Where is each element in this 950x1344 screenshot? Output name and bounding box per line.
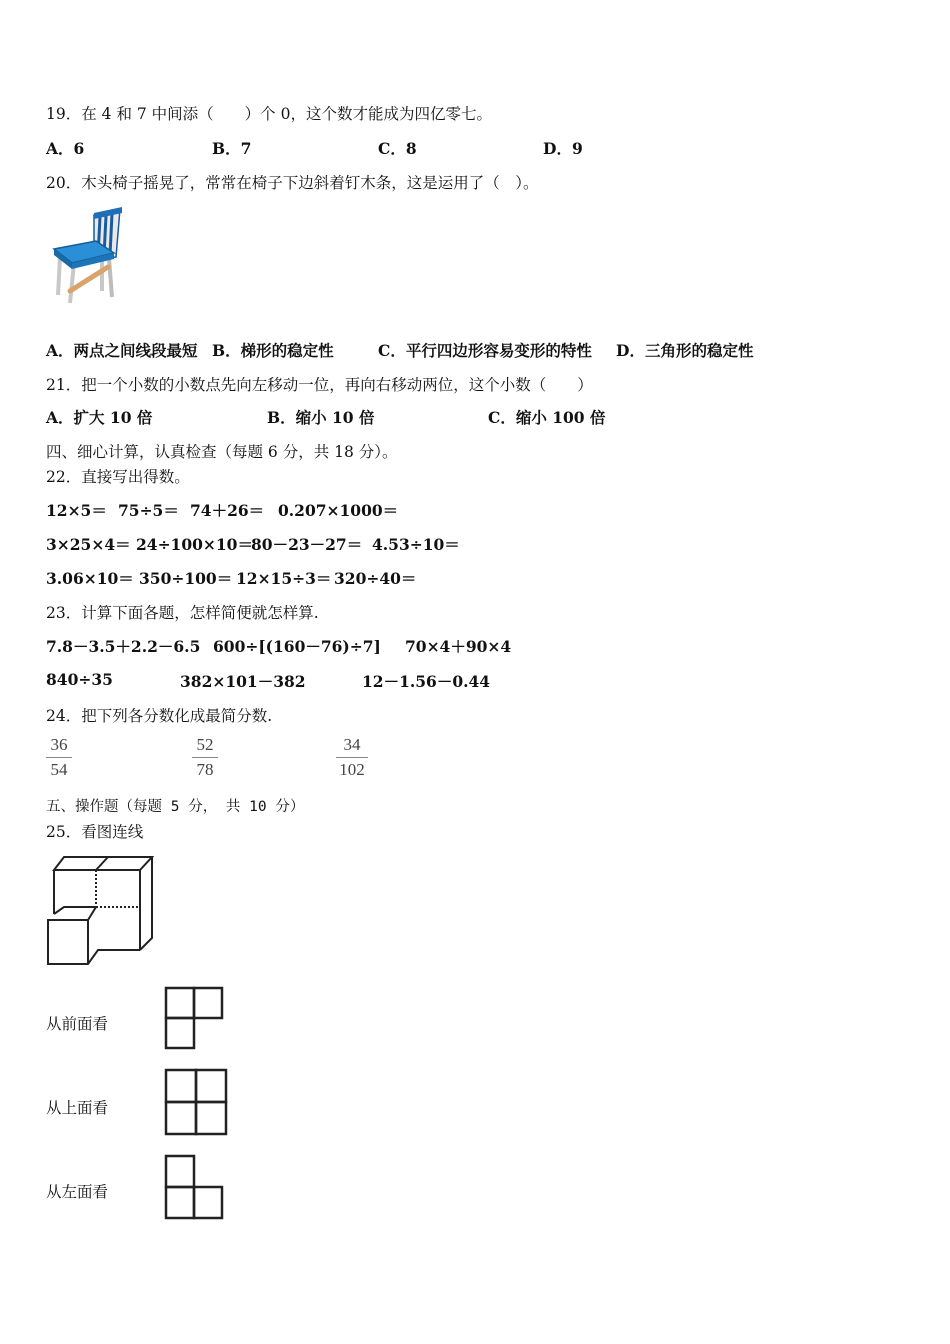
q23-item: 7.8－3.5＋2.2－6.5 <box>46 637 201 656</box>
q22-item: 12×15÷3＝ <box>236 569 332 588</box>
fraction-2-numerator: 52 <box>192 735 218 758</box>
q19-option-b: B．7 <box>212 139 252 158</box>
q22-item: 0.207×1000＝ <box>278 501 399 520</box>
q23-item: 840÷35 <box>46 670 113 689</box>
top-view-grid <box>164 1068 228 1136</box>
q19-option-a: A．6 <box>46 139 85 158</box>
q22-item: 3×25×4＝ <box>46 535 131 554</box>
section5-heading: 五、操作题（每题 5 分， 共 10 分） <box>46 799 305 815</box>
q24-stem: 24．把下列各分数化成最简分数. <box>46 707 273 725</box>
cube-solid-figure <box>46 852 156 968</box>
q22-item: 24÷100×10＝ <box>136 535 253 554</box>
q20-option-c: C．平行四边形容易变形的特性 <box>378 341 592 360</box>
q22-item: 74＋26＝ <box>190 501 265 520</box>
chair-image <box>50 205 125 305</box>
q22-item: 80－23－27＝ <box>251 535 363 554</box>
view-label-front: 从前面看 <box>46 1015 109 1033</box>
q19-option-c: C．8 <box>378 139 417 158</box>
q22-item: 320÷40＝ <box>334 569 417 588</box>
q22-item: 12×5＝ <box>46 501 107 520</box>
fraction-3-denominator: 102 <box>339 760 365 779</box>
q22-item: 3.06×10＝ <box>46 569 134 588</box>
fraction-3 <box>336 735 368 780</box>
q23-item: 600÷[(160－76)÷7] <box>213 637 381 656</box>
q22-item: 350÷100＝ <box>139 569 233 588</box>
left-view-grid <box>164 1154 224 1220</box>
q25-stem: 25．看图连线 <box>46 823 144 841</box>
q23-item: 70×4＋90×4 <box>405 637 512 656</box>
fraction-1-numerator: 36 <box>46 735 72 758</box>
view-label-left: 从左面看 <box>46 1183 109 1201</box>
q23-stem: 23．计算下面各题，怎样简便就怎样算. <box>46 604 319 622</box>
q19-stem: 19．在 4 和 7 中间添（ ）个 0，这个数才能成为四亿零七。 <box>46 105 492 123</box>
fraction-3-numerator: 34 <box>336 735 368 758</box>
q22-item: 4.53÷10＝ <box>372 535 460 554</box>
q19-option-d: D．9 <box>543 139 583 158</box>
q23-item: 382×101－382 <box>180 672 306 691</box>
fraction-2-denominator: 78 <box>196 760 214 779</box>
q21-option-b: B．缩小 10 倍 <box>267 408 375 427</box>
q22-item: 75÷5＝ <box>118 501 179 520</box>
front-view-grid <box>164 986 224 1050</box>
q20-stem: 20．木头椅子摇晃了，常常在椅子下边斜着钉木条，这是运用了（ ）。 <box>46 174 539 192</box>
q20-option-d: D．三角形的稳定性 <box>616 341 754 360</box>
fraction-1-denominator: 54 <box>50 760 68 779</box>
q21-option-a: A．扩大 10 倍 <box>46 408 153 427</box>
q23-item: 12－1.56－0.44 <box>362 672 491 691</box>
fraction-1 <box>46 735 72 780</box>
view-label-top: 从上面看 <box>46 1099 109 1117</box>
q20-option-b: B．梯形的稳定性 <box>212 341 334 360</box>
q20-option-a: A．两点之间线段最短 <box>46 341 198 360</box>
q21-stem: 21．把一个小数的小数点先向左移动一位，再向右移动两位，这个小数（ ） <box>46 376 593 394</box>
fraction-2 <box>192 735 218 780</box>
section4-heading: 四、细心计算，认真检查（每题 6 分，共 18 分）。 <box>46 443 398 461</box>
q22-stem: 22．直接写出得数。 <box>46 468 190 486</box>
q21-option-c: C．缩小 100 倍 <box>488 408 606 427</box>
